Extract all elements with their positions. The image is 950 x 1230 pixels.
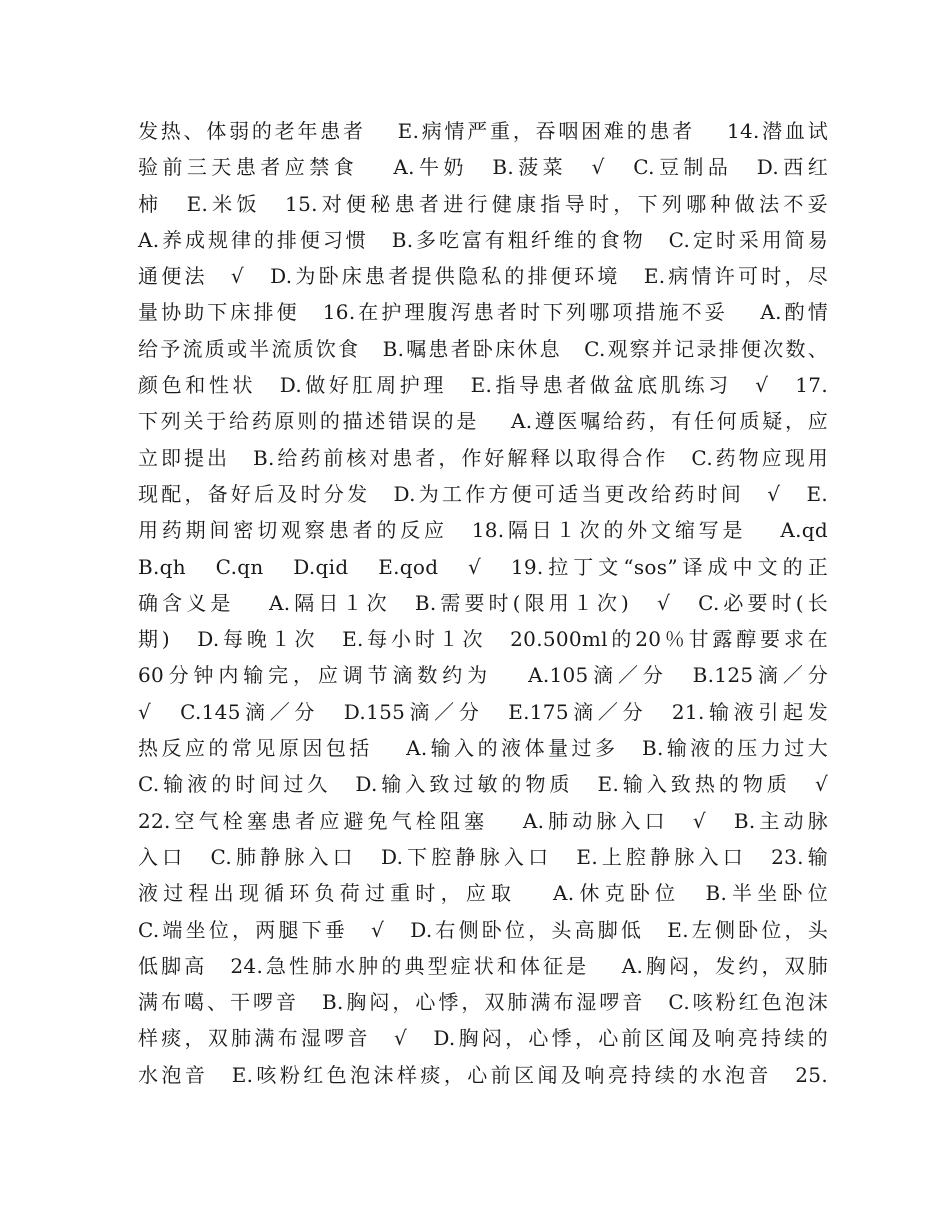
- text-line: 热反应的常见原因包括 A.输入的液体量过多 B.输液的压力过大: [138, 736, 828, 761]
- text-line: 样痰，双肺满布湿啰音 √ D.胸闷，心悸，心前区闻及响亮持续的: [138, 1026, 828, 1051]
- text-line: 现配，备好后及时分发 D.为工作方便可适当更改给药时间 √ E.: [138, 481, 828, 506]
- text-line: 满布噶、干啰音 B.胸闷，心悸，双肺满布湿啰音 C.咳粉红色泡沫: [138, 990, 828, 1015]
- text-line: C.端坐位，两腿下垂 √ D.右侧卧位，头高脚低 E.左侧卧位，头: [138, 917, 828, 942]
- text-line: 发热、体弱的老年患者 E.病情严重，吞咽困难的患者 14.潜血试: [138, 119, 828, 143]
- text-line: 通便法 √ D.为卧床患者提供隐私的排便环境 E.病情许可时，尽: [138, 264, 828, 289]
- text-line: 量协助下床排便 16.在护理腹泻患者时下列哪项措施不妥 A.酌情: [138, 300, 828, 325]
- text-line: 水泡音 E.咳粉红色泡沫样痰，心前区闻及响亮持续的水泡音 25.: [138, 1062, 828, 1087]
- text-line: 下列关于给药原则的描述错误的是 A.遵医嘱给药，有任何质疑，应: [138, 409, 828, 434]
- text-line: 颜色和性状 D.做好肛周护理 E.指导患者做盆底肌练习 √ 17.: [138, 373, 828, 398]
- text-line: 用药期间密切观察患者的反应 18.隔日１次的外文缩写是 A.qd: [138, 518, 828, 543]
- body-text: [138, 113, 828, 1093]
- text-line: 验前三天患者应禁食 A.牛奶 B.菠菜 √ C.豆制品 D.西红: [138, 155, 828, 180]
- text-line: 入口 C.肺静脉入口 D.下腔静脉入口 E.上腔静脉入口 23.输: [138, 844, 828, 869]
- text-line: 22.空气栓塞患者应避免气栓阻塞 A.肺动脉入口 √ B.主动脉: [138, 808, 828, 833]
- text-line: 给予流质或半流质饮食 B.嘱患者卧床休息 C.观察并记录排便次数、: [138, 336, 828, 361]
- text-line: A.养成规律的排便习惯 B.多吃富有粗纤维的食物 C.定时采用简易: [138, 227, 828, 252]
- text-line: √ C.145滴／分 D.155滴／分 E.175滴／分 21.输液引起发: [138, 699, 828, 724]
- text-line: 60分钟内输完，应调节滴数约为 A.105滴／分 B.125滴／分: [138, 663, 828, 688]
- text-line: B.qh C.qn D.qid E.qod √ 19.拉丁文“sos”译成中文的正: [138, 554, 828, 579]
- text-line: 确含义是 A.隔日１次 B.需要时(限用１次) √ C.必要时(长: [138, 590, 828, 615]
- text-line: C.输液的时间过久 D.输入致过敏的物质 E.输入致热的物质 √: [138, 772, 828, 797]
- text-line: 期) D.每晚１次 E.每小时１次 20.500ml的20％甘露醇要求在: [138, 627, 828, 652]
- text-line: 液过程出现循环负荷过重时，应取 A.休克卧位 B.半坐卧位: [138, 881, 828, 906]
- text-line: 立即提出 B.给药前核对患者，作好解释以取得合作 C.药物应现用: [138, 445, 828, 470]
- text-line: 低脚高 24.急性肺水肿的典型症状和体征是 A.胸闷，发约，双肺: [138, 953, 828, 978]
- text-line: 柿 E.米饭 15.对便秘患者进行健康指导时，下列哪种做法不妥: [138, 191, 828, 216]
